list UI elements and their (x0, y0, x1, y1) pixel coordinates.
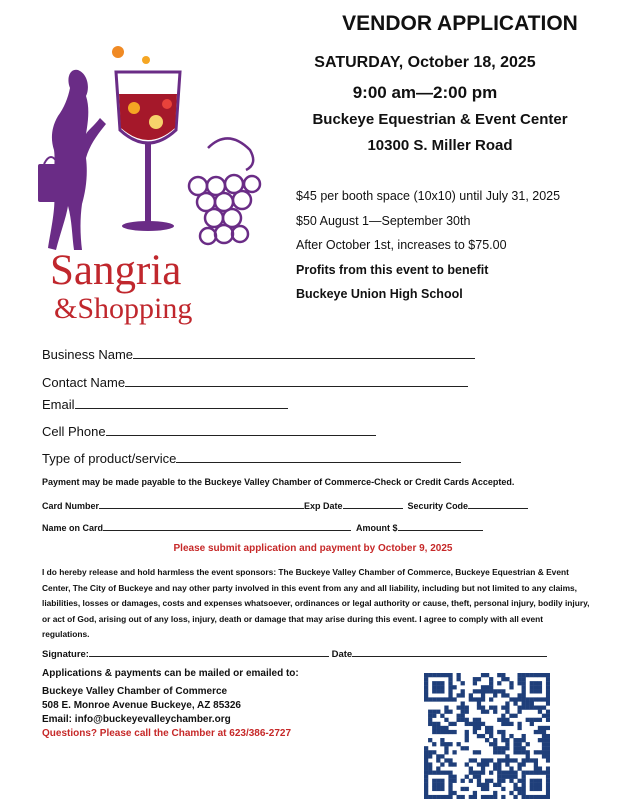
security-code-line[interactable] (468, 499, 528, 509)
business-name-label: Business Name (42, 347, 134, 362)
amount-line[interactable] (398, 521, 483, 531)
date-line[interactable] (352, 647, 547, 657)
beneficiary: Buckeye Union High School (296, 287, 463, 301)
shopping-bag-icon (38, 164, 64, 202)
product-type-field[interactable] (42, 450, 461, 466)
contact-email[interactable]: Email: info@buckeyevalleychamber.org (42, 714, 231, 725)
cell-phone-label: Cell Phone (42, 424, 106, 439)
benefit-line: Profits from this event to benefit (296, 262, 489, 277)
contact-name-field[interactable] (42, 374, 468, 390)
org-name: Buckeye Valley Chamber of Commerce (42, 686, 228, 697)
event-venue: Buckeye Equestrian & Event Center (312, 111, 568, 128)
mailing-heading: Applications & payments can be mailed or emailed to: (42, 668, 299, 679)
sangria-shopping-logo (28, 38, 268, 328)
name-on-card-label: Name on Card (42, 523, 104, 533)
page-title: VENDOR APPLICATION (342, 12, 578, 35)
mailing-info (42, 667, 299, 741)
security-code-label: Security Code (407, 501, 469, 511)
signature-label: Signature: (42, 649, 89, 660)
business-name-field[interactable] (42, 346, 475, 362)
price-line: $45 per booth space (10x10) until July 31, 2025 (296, 189, 561, 203)
exp-date-line[interactable] (343, 499, 403, 509)
email-line[interactable] (75, 396, 288, 409)
street-address: 508 E. Monroe Avenue Buckeye, AZ 85326 (42, 700, 241, 711)
exp-date-label: Exp Date (304, 501, 343, 511)
price-line: After October 1st, increases to $75.00 (296, 238, 507, 252)
signature-line[interactable] (89, 647, 329, 657)
email-label: Email (42, 397, 75, 412)
qr-code-icon[interactable] (424, 673, 550, 799)
deadline-notice: Please submit application and payment by October 9, 2025 (173, 543, 453, 554)
logo-word-sangria: Sangria (50, 247, 182, 294)
questions-line: Questions? Please call the Chamber at 623/386-2727 (42, 728, 292, 739)
card-number-label: Card Number (42, 501, 100, 511)
event-date: SATURDAY, October 18, 2025 (314, 54, 536, 71)
event-address: 10300 S. Miller Road (367, 137, 513, 154)
price-line: $50 August 1—September 30th (296, 213, 471, 228)
event-time: 9:00 am—2:00 pm (352, 83, 498, 102)
product-type-line[interactable] (176, 450, 461, 463)
card-row (42, 499, 528, 511)
business-name-line[interactable] (133, 346, 475, 359)
product-type-label: Type of product/service (42, 451, 177, 466)
contact-name-label: Contact Name (42, 375, 126, 390)
wine-glass-icon (112, 46, 180, 231)
signature-row (42, 647, 547, 660)
email-field[interactable] (42, 396, 288, 412)
release-statement: I do hereby release and hold harmless the event sponsors: The Buckeye Valley Chamber of Commerce, Buckeye Equestrian & Event Center, The City of Buckeye and nay other party involved in this event from any and all liability, including but not limited to any claims, liabilities, losses or damages, costs and expenses whatsoever, ordinances or legal authority or cause, theft, personal injury, bodily injury, or act of God, arising out of any loss, injury, death or damage that may arise during this event. I agree to comply with all event regulations. (42, 567, 590, 639)
date-label: Date (331, 649, 353, 660)
amount-label: Amount $ (356, 523, 398, 533)
cell-phone-field[interactable] (42, 423, 376, 439)
name-on-card-row (42, 521, 483, 533)
logo-word-shopping: &Shopping (54, 292, 193, 325)
payment-note: Payment may be made payable to the Buckeye Valley Chamber of Commerce-Check or Credit Cards Accepted. (42, 477, 515, 487)
contact-name-line[interactable] (125, 374, 468, 387)
pricing-block (296, 184, 560, 307)
name-on-card-line[interactable] (103, 521, 351, 531)
card-number-line[interactable] (99, 499, 304, 509)
grapes-icon (189, 138, 260, 244)
cell-phone-line[interactable] (106, 423, 376, 436)
